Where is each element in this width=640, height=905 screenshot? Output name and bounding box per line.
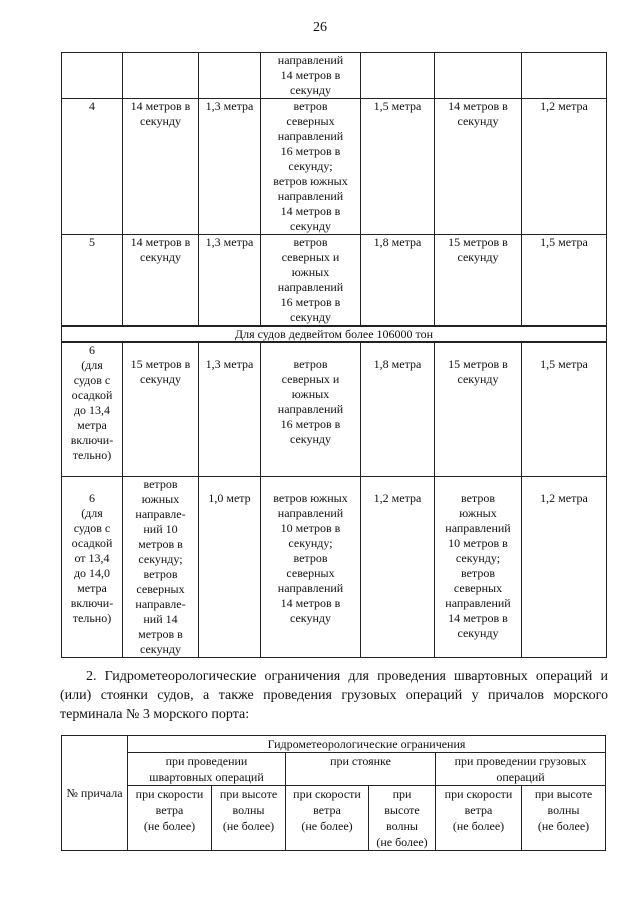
cell-num bbox=[62, 53, 123, 99]
mooring-ops-header: при проведении швартовных операций bbox=[128, 753, 286, 786]
cell-wave-height: 1,3 метра bbox=[199, 99, 261, 235]
restrictions-header: Гидрометеорологические ограничения bbox=[128, 736, 606, 753]
cell-wind-direction: ветров южных направлений 10 метров в секунду; ветров северных направлений 14 метров в секунду bbox=[261, 476, 361, 657]
cell-wind-speed: 15 метров в секунду bbox=[435, 235, 522, 327]
table-row bbox=[62, 736, 606, 753]
table-row bbox=[62, 99, 607, 235]
cell-wave-height: 1,2 метра bbox=[361, 476, 435, 657]
cell-num: 5 bbox=[62, 235, 123, 327]
cell-wave-height: 1,5 метра bbox=[522, 342, 607, 476]
page-number: 26 bbox=[313, 20, 327, 35]
cell-wind-speed: 15 метров в секунду bbox=[435, 342, 522, 476]
table-row bbox=[62, 753, 606, 786]
cell-wind-speed: 14 метров в секунду bbox=[123, 235, 199, 327]
wave-height-header: при высоте волны (не более) bbox=[212, 786, 286, 851]
cell-wave-height: 1,5 метра bbox=[361, 99, 435, 235]
parking-header: при стоянке bbox=[286, 753, 436, 786]
cell-wind-speed: 14 метров в секунду bbox=[123, 99, 199, 235]
wave-height-header: при высоте волны (не более) bbox=[369, 786, 436, 851]
cell-wind-direction: направлений 14 метров в секунду bbox=[261, 53, 361, 99]
cell-num: 6 (для судов с осадкой до 13,4 метра включи- тельно) bbox=[62, 342, 123, 476]
wind-speed-header: при скорости ветра (не более) bbox=[286, 786, 369, 851]
wave-height-header: при высоте волны (не более) bbox=[522, 786, 606, 851]
wind-speed-header: при скорости ветра (не более) bbox=[128, 786, 212, 851]
wind-speed-header: при скорости ветра (не более) bbox=[436, 786, 522, 851]
table-row bbox=[62, 342, 607, 476]
cell-num: 4 bbox=[62, 99, 123, 235]
berth-restrictions-table bbox=[61, 735, 606, 851]
berth-number-header: № причала bbox=[62, 736, 128, 851]
cell-wave-height: 1,2 метра bbox=[522, 99, 607, 235]
cell-wind-speed: 15 метров в секунду bbox=[123, 342, 199, 476]
cell-wave-height: 1,3 метра bbox=[199, 342, 261, 476]
table-row bbox=[62, 786, 606, 851]
table-row bbox=[62, 235, 607, 327]
cell-wind-direction: ветров северных и южных направлений 16 метров в секунду bbox=[261, 235, 361, 327]
section-paragraph: 2. Гидрометеорологические ограничения для проведения швартовных операций и (или) стоянки судов, а также проведения грузовых операций у причалов морского терминала № 3 морского порта: bbox=[60, 669, 608, 722]
table-section-row bbox=[62, 326, 607, 342]
table-row bbox=[62, 476, 607, 657]
cell-wave-height: 1,8 метра bbox=[361, 342, 435, 476]
cell-wave-height: 1,2 метра bbox=[522, 476, 607, 657]
cell-wave-height: 1,3 метра bbox=[199, 235, 261, 327]
cell-wave-height: 1,0 метр bbox=[199, 476, 261, 657]
cell-wave-height: 1,5 метра bbox=[522, 235, 607, 327]
cell-wind-direction: ветров северных направлений 16 метров в секунду; ветров южных направлений 14 метров в секунду bbox=[261, 99, 361, 235]
cell-wind-direction: ветров северных и южных направлений 16 метров в секунду bbox=[261, 342, 361, 476]
restrictions-table-continued bbox=[61, 52, 607, 658]
table-row bbox=[62, 53, 607, 99]
cargo-ops-header: при проведении грузовых операций bbox=[436, 753, 606, 786]
cell-wind-speed: ветров южных направле- ний 10 метров в секунду; ветров северных направле- ний 14 метров в секунду bbox=[123, 476, 199, 657]
section-heading: Для судов дедвейтом более 106000 тон bbox=[62, 326, 607, 342]
cell-wave-height: 1,8 метра bbox=[361, 235, 435, 327]
cell-wind-speed: 14 метров в секунду bbox=[435, 99, 522, 235]
cell-wind-direction: ветров южных направлений 10 метров в секунду; ветров северных направлений 14 метров в секунду bbox=[435, 476, 522, 657]
cell-num: 6 (для судов с осадкой от 13,4 до 14,0 метра включи- тельно) bbox=[62, 476, 123, 657]
